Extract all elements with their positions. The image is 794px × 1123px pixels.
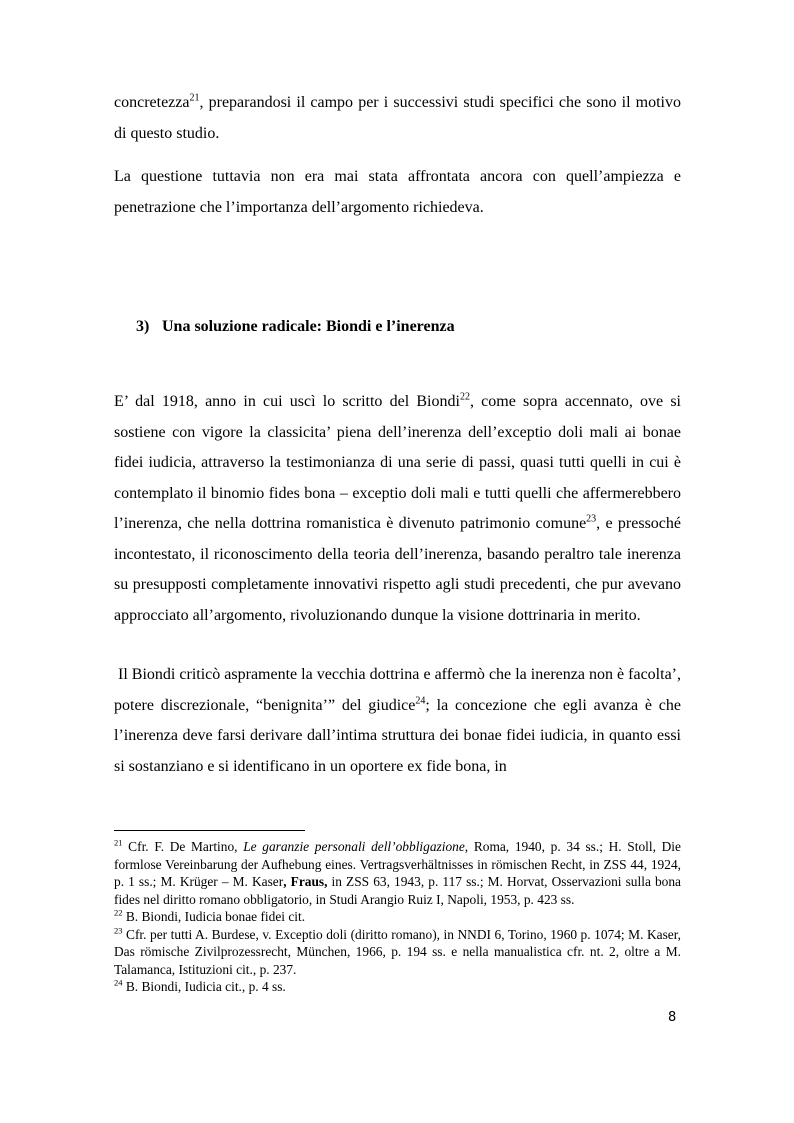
- footnote-ref-23: 23: [586, 513, 597, 525]
- footnote-number: 21: [114, 837, 123, 848]
- section-number: 3): [136, 318, 150, 335]
- paragraph-1-text-a: concretezza: [114, 94, 190, 111]
- paragraph-4: [114, 660, 681, 782]
- paragraph-3-text-a: E’ dal 1918, anno in cui uscì lo scritto del Biondi: [114, 393, 460, 410]
- footnote-text: B. Biondi, Iudicia bonae fidei cit.: [122, 909, 306, 924]
- footnote-text: Cfr. per tutti A. Burdese, v. Exceptio doli (diritto romano), in NNDI 6, Torino, 1960 p. 1074; M. Kaser, Das römische Zivilprozessrecht, München, 1966, p. 194 ss. e nella manualistica cfr. nt. 2, oltre a M. Talamanca, Istituzioni cit., p. 237.: [114, 926, 681, 977]
- footnote-21: [114, 838, 681, 908]
- footnote-23: [114, 926, 681, 979]
- footnote-22: [114, 908, 681, 926]
- paragraph-3: [114, 387, 681, 631]
- footnote-number: 24: [114, 977, 123, 988]
- footnote-ref-21: 21: [189, 92, 200, 104]
- footnote-text: , Roma, 1940, p. 34 ss.; H. Stoll, Die formlose Vereinbarung der Aufhebung eines. Vertragsverhältnisses in römischen Recht, in ZSS 44, 1924, p. 1 ss.; M. Krüger – M. Kaser: [114, 839, 681, 889]
- footnote-title-italic: Le garanzie personali dell’obbligazione: [243, 839, 465, 854]
- footnote-ref-22: 22: [459, 391, 470, 403]
- section-title: Una soluzione radicale: Biondi e l’inerenza: [162, 318, 455, 335]
- footnote-text-bold: , Fraus,: [283, 874, 328, 889]
- footnote-24: [114, 978, 681, 996]
- footnote-text: B. Biondi, Iudicia cit., p. 4 ss.: [122, 979, 286, 994]
- footnotes: [114, 838, 681, 996]
- paragraph-1-text-b: , preparandosi il campo per i successivi studi specifici che sono il motivo di questo studio.: [114, 94, 681, 142]
- paragraph-1: [114, 88, 681, 149]
- section-heading: [136, 318, 455, 336]
- footnote-ref-24: 24: [415, 695, 426, 707]
- page-number: 8: [668, 1010, 677, 1025]
- paragraph-3-text-b: , come sopra accennato, ove si sostiene con vigore la classicita’ piena dell’inerenza dell’exceptio doli mali ai bonae fidei iudicia, attraverso la testimonianza di una serie di passi, quasi tutti quelli in cui è contemplato il binomio fides bona – exceptio doli mali e tutti quelli che affermerebbero l’inerenza, che nella dottrina romanistica è divenuto patrimonio comune: [114, 393, 682, 532]
- footnote-separator: [114, 830, 305, 831]
- paragraph-2: La questione tuttavia non era mai stata affrontata ancora con quell’ampiezza e penetrazione che l’importanza dell’argomento richiedeva.: [114, 168, 681, 216]
- footnote-number: 22: [114, 907, 123, 918]
- footnote-text: in ZSS 63, 1943, p. 117 ss.; M. Horvat, Osservazioni sulla bona fides nel diritto romano obbligatorio, in Studi Arangio Ruiz I, Napoli, 1953, p. 423 ss.: [114, 874, 682, 907]
- paragraph-3-text-c: , e pressoché incontestato, il riconoscimento della teoria dell’inerenza, basando peraltro tale inerenza su presupposti completamente innovativi rispetto agli studi precedenti, che pur avevano approcciato all’argomento, rivoluzionando dunque la visione dottrinaria in merito.: [114, 515, 681, 624]
- footnote-number: 23: [114, 925, 123, 936]
- paragraph-4-text-a: Il Biondi criticò aspramente la vecchia dottrina e affermò che la inerenza non è facolta’, potere discrezionale, “benignita’” del giudice: [114, 666, 681, 714]
- paragraph-4-text-b: ; la concezione che egli avanza è che l’inerenza deve farsi derivare dall’intima struttura dei bonae fidei iudicia, in quanto essi si sostanziano e si identificano in un oportere ex fide bona, in: [114, 696, 681, 775]
- footnote-text: Cfr. F. De Martino,: [122, 839, 244, 854]
